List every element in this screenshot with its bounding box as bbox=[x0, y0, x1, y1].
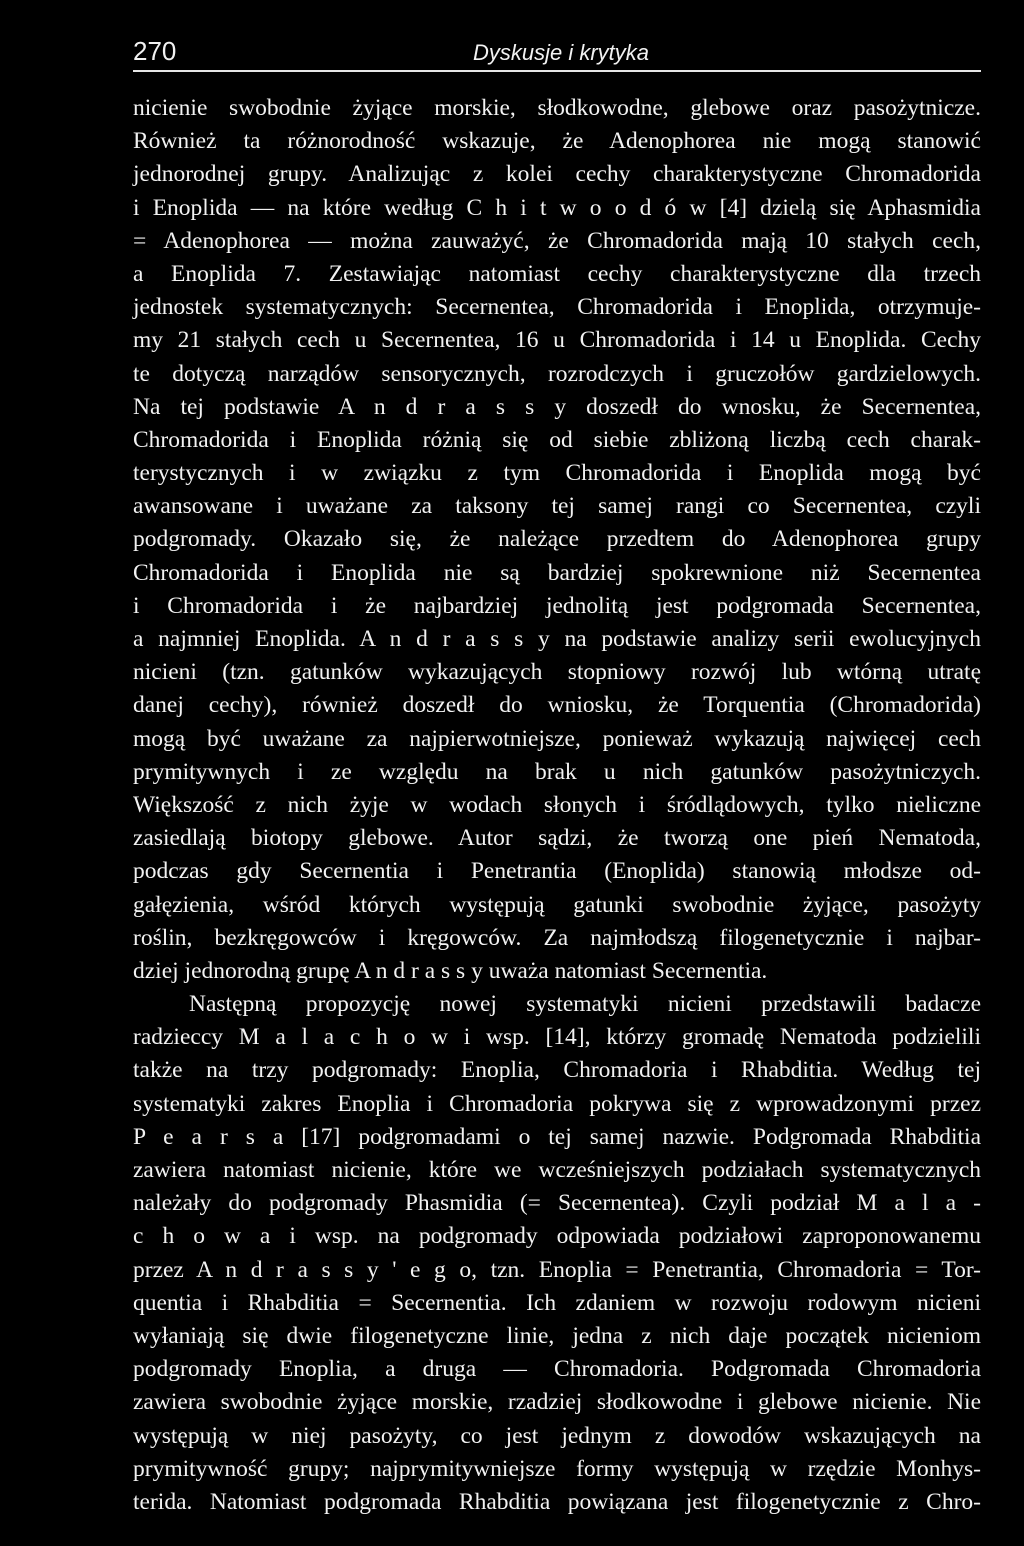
text-line: i Enoplida — na które według C h i t w o o d ó w [4] dzielą się Aphasmidia bbox=[133, 194, 981, 221]
header-rule bbox=[133, 70, 981, 72]
text-line: Chromadorida i Enoplida nie są bardziej spokrewnione niż Secernentea bbox=[133, 559, 981, 586]
text-line: nicieni (tzn. gatunków wykazujących stopniowy rozwój lub wtórną utratę bbox=[133, 659, 981, 686]
text-line: zawiera natomiast nicienie, które we wcześniejszych podziałach systematycznych bbox=[133, 1157, 981, 1183]
text-line: systematyki zakres Enoplia i Chromadoria pokrywa się z wprowadzonymi przez bbox=[133, 1090, 981, 1117]
text-line: i Chromadorida i że najbardziej jednolitą jest podgromada Secernentea, bbox=[133, 592, 981, 619]
text-line: mogą być uważane za najpierwotniejsze, ponieważ wykazują najwięcej cech bbox=[133, 725, 981, 752]
text-line: nicienie swobodnie żyjące morskie, słodkowodne, glebowe oraz pasożytnicze. bbox=[133, 95, 981, 121]
text-line: zawiera swobodnie żyjące morskie, rzadziej słodkowodne i glebowe nicienie. Nie bbox=[133, 1389, 981, 1416]
text-line: a Enoplida 7. Zestawiając natomiast cechy charakterystyczne dla trzech bbox=[133, 260, 981, 287]
text-line: także na trzy podgromady: Enoplia, Chromadoria i Rhabditia. Według tej bbox=[133, 1057, 981, 1084]
text-line: Również ta różnorodność wskazuje, że Adenophorea nie mogą stanowić bbox=[133, 128, 981, 155]
body-text bbox=[133, 92, 981, 1519]
text-line: a najmniej Enoplida. A n d r a s s y na podstawie analizy serii ewolucyjnych bbox=[133, 626, 981, 652]
text-line: gałęzienia, wśród których występują gatunki swobodnie żyjące, pasożyty bbox=[133, 891, 981, 918]
text-line: danej cechy), również doszedł do wniosku, że Torquentia (Chromadorida) bbox=[133, 692, 981, 719]
text-line: quentia i Rhabditia = Secernentia. Ich zdaniem w rozwoju rodowym nicieni bbox=[133, 1289, 981, 1316]
text-line: podgromady Enoplia, a druga — Chromadoria. Podgromada Chromadoria bbox=[133, 1356, 981, 1383]
paragraph-end-line: dziej jednorodną grupę A n d r a s s y uważa natomiast Secernentia. bbox=[133, 957, 768, 984]
text-line: prymitywnych i ze względu na brak u nich gatunków pasożytniczych. bbox=[133, 758, 981, 785]
text-line: P e a r s a [17] podgromadami o tej samej nazwie. Podgromada Rhabditia bbox=[133, 1123, 981, 1150]
paragraph-start-line: Następną propozycję nowej systematyki nicieni przedstawili badacze bbox=[189, 991, 981, 1018]
text-line: podgromady. Okazało się, że należące przedtem do Adenophorea grupy bbox=[133, 526, 981, 553]
text-line: wyłaniają się dwie filogenetyczne linie, jedna z nich daje początek nicieniom bbox=[133, 1322, 981, 1349]
text-line: Na tej podstawie A n d r a s s y doszedł do wnosku, że Secernentea, bbox=[133, 393, 981, 420]
text-line: jednostek systematycznych: Secernentea, Chromadorida i Enoplida, otrzymuje- bbox=[133, 294, 981, 321]
text-line: przez A n d r a s s y ' e g o, tzn. Enoplia = Penetrantia, Chromadoria = Tor- bbox=[133, 1256, 981, 1283]
page-number: 270 bbox=[133, 36, 177, 66]
text-line: radzieccy M a l a c h o w i wsp. [14], którzy gromadę Nematoda podzielili bbox=[133, 1024, 981, 1051]
text-line: Chromadorida i Enoplida różnią się od siebie zbliżoną liczbą cech charak- bbox=[133, 426, 981, 453]
page-header bbox=[133, 34, 981, 70]
text-line: roślin, bezkręgowców i kręgowców. Za najmłodszą filogenetycznie i najbar- bbox=[133, 924, 981, 951]
text-line: Większość z nich żyje w wodach słonych i śródlądowych, tylko nieliczne bbox=[133, 791, 981, 818]
text-line: występują w niej pasożyty, co jest jednym z dowodów wskazujących na bbox=[133, 1422, 981, 1449]
text-line: my 21 stałych cech u Secernentea, 16 u Chromadorida i 14 u Enoplida. Cechy bbox=[133, 327, 981, 354]
text-line: awansowane i uważane za taksony tej samej rangi co Secernentea, czyli bbox=[133, 493, 981, 520]
text-line: te dotyczą narządów sensorycznych, rozrodczych i gruczołów gardzielowych. bbox=[133, 360, 981, 387]
text-line: należały do podgromady Phasmidia (= Secernentea). Czyli podział M a l a - bbox=[133, 1190, 981, 1217]
text-line: terida. Natomiast podgromada Rhabditia powiązana jest filogenetycznie z Chro- bbox=[133, 1488, 981, 1515]
text-line: jednorodnej grupy. Analizując z kolei cechy charakterystyczne Chromadorida bbox=[133, 161, 981, 188]
text-line: podczas gdy Secernentia i Penetrantia (Enoplida) stanowią młodsze od- bbox=[133, 858, 981, 885]
text-line: prymitywność grupy; najprymitywniejsze formy występują w rzędzie Monhys- bbox=[133, 1455, 981, 1482]
text-line: = Adenophorea — można zauważyć, że Chromadorida mają 10 stałych cech, bbox=[133, 227, 981, 254]
text-line: terystycznych i w związku z tym Chromadorida i Enoplida mogą być bbox=[133, 460, 981, 487]
text-line: c h o w a i wsp. na podgromady odpowiada podziałowi zaproponowanemu bbox=[133, 1223, 981, 1250]
running-head: Dyskusje i krytyka bbox=[473, 40, 650, 65]
text-line: zasiedlają biotopy glebowe. Autor sądzi, że tworzą one pień Nematoda, bbox=[133, 825, 981, 852]
